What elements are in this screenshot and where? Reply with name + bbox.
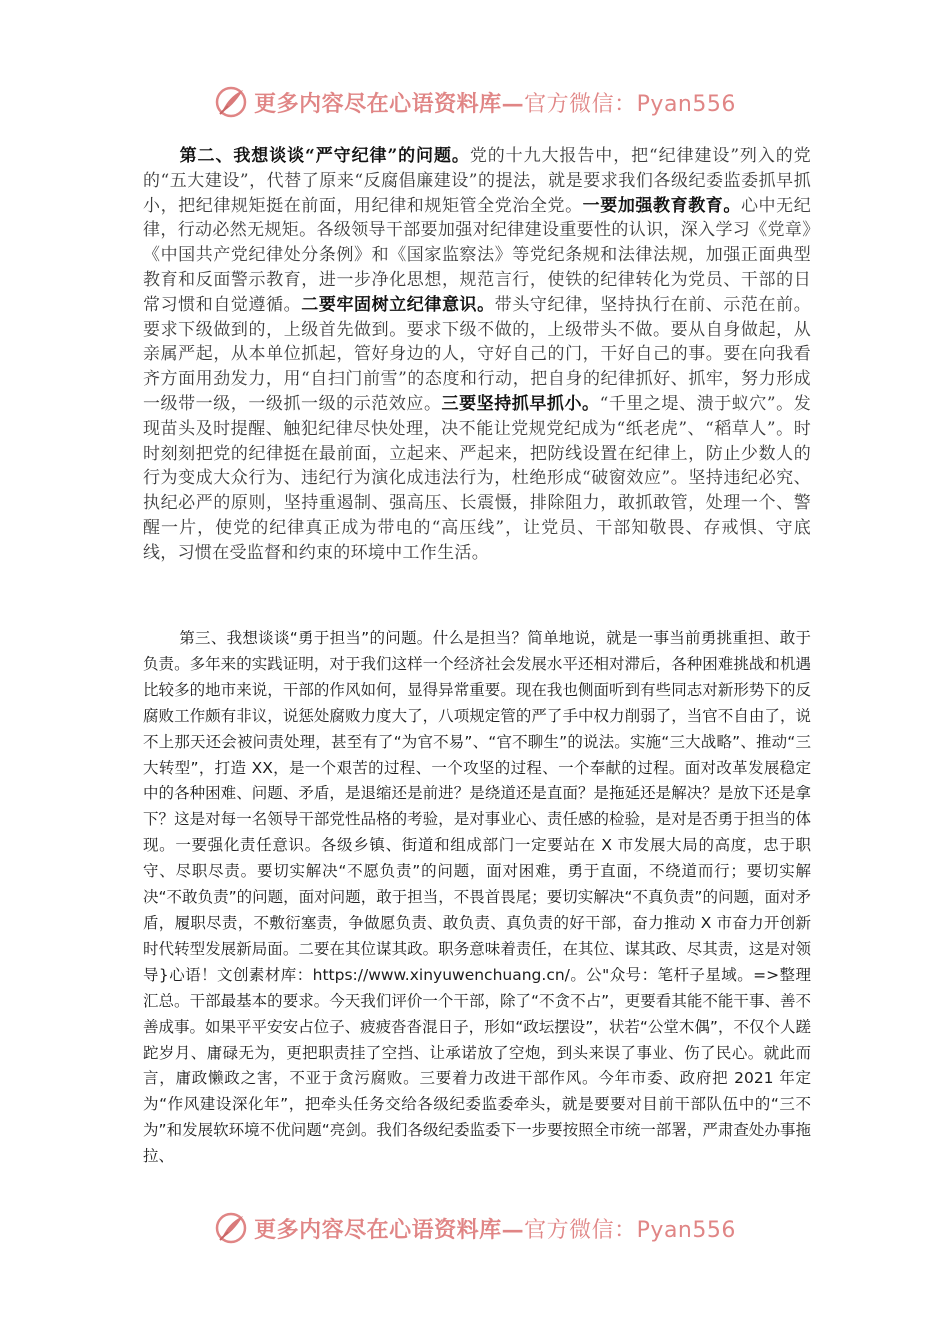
- body-text: 带头守纪律，坚持执行在前、示范在前。要求下级做到的，上级首先做到。要求下级不做的，上级带头不做。要从自身做起，从亲属严起，从本单位抓起，管好身边的人，守好自己的门，干好自己的事。要在向我看齐方面用劲发力，用“自扫门前雪”的态度和行动，把自身的纪律抓好、抓牢，努力形成一级带一级，一级抓一级的示范效应。: [143, 294, 811, 414]
- paragraph-take-responsibility: [143, 626, 811, 1170]
- point-heading: 一要加强教育教育。: [582, 195, 741, 216]
- point-heading: 三要坚持抓早抓小。: [441, 393, 600, 414]
- watermark-wechat-text: 官方微信：Pyan556: [524, 91, 736, 117]
- watermark-brand-text: 更多内容尽在心语资料库—: [254, 90, 525, 117]
- feather-pen-logo-icon: [214, 1211, 248, 1245]
- body-text: 党的十九大报告中，把“纪律建设”列入的党的“五大建设”，代替了原来“反腐倡廉建设”的提法，就是要求我们各级纪委监委抓早抓小，把纪律规矩挺在前面，用纪律和规矩管全党治全党。: [143, 146, 811, 216]
- section-heading: 第二、我想谈谈“严守纪律”的问题。: [179, 146, 470, 166]
- body-text: 心中无纪律，行动必然无规矩。各级领导干部要加强对纪律建设重要性的认识，深入学习《党章》《中国共产党纪律处分条例》和《国家监察法》等党纪条规和法律法规，加强正面典型教育和反面警示教育，进一步净化思想，规范言行，使铁的纪律转化为党员、干部的日常习惯和自觉遵循。: [143, 195, 812, 315]
- header-watermark: [0, 82, 950, 122]
- footer-watermark: [0, 1208, 950, 1248]
- paragraph-strict-discipline: [143, 144, 811, 566]
- watermark-wechat-text: 官方微信：Pyan556: [524, 1217, 736, 1243]
- feather-pen-logo-icon: [214, 85, 248, 119]
- point-heading: 二要牢固树立纪律意识。: [301, 294, 495, 315]
- body-text: 第三、我想谈谈“勇于担当”的问题。什么是担当？简单地说，就是一事当前勇挑重担、敢于负责。多年来的实践证明，对于我们这样一个经济社会发展水平还相对滞后，各种困难挑战和机遇比较多的地市来说，干部的作风如何，显得异常重要。现在我也侧面听到有些同志对新形势下的反腐败工作颇有非议，说惩处腐败力度大了，八项规定管的严了手中权力削弱了，当官不自由了，说不上那天还会被问责处理，甚至有了“为官不易”、“官不聊生”的说法。实施“三大战略”、推动“三大转型”，打造 XX，是一个艰苦的过程、一个攻坚的过程、一个奉献的过程。面对改革发展稳定中的各种困难、问题、矛盾，是退缩还是前进？是绕道还是直面？是拖延还是解决？是放下还是拿下？这是对每一名领导干部党性品格的考验，是对事业心、责任感的检验，是对是否勇于担当的体现。一要强化责任意识。各级乡镇、街道和组成部门一定要站在 X 市发展大局的高度，忠于职守、尽职尽责。要切实解决“不愿负责”的问题，面对困难，勇于直面，不绕道而行；要切实解决“不敢负责”的问题，面对问题，敢于担当，不畏首畏尾；要切实解决“不真负责”的问题，面对矛盾，履职尽责，不敷衍塞责，争做愿负责、敢负责、真负责的好干部，奋力推动 X 市奋力开创新时代转型发展新局面。二要在其位谋其政。职务意味着责任，在其位、谋其政、尽其责，这是对领导}心语！文创素材库：https://www.xinyuwenchuang.cn/。公"众号：笔杆子星域。=>整理汇总。干部最基本的要求。今天我们评价一个干部，除了“不贪不占”，更要看其能不能干事、善不善成事。如果平平安安占位子、疲疲沓沓混日子，形如“政坛摆设”，状若“公堂木偶”，不仅个人蹉跎岁月、庸碌无为，更把职责挂了空挡、让承诺放了空炮，到头来误了事业、伤了民心。就此而言，庸政懒政之害，不亚于贪污腐败。三要着力改进干部作风。今年市委、政府把 2021 年定为“作风建设深化年”，把牵头任务交给各级纪委监委牵头，就是要要对目前干部队伍中的“三不为”和发展软环境不优问题“亮剑。我们各级纪委监委下一步要按照全市统一部署，严肃查处办事拖拉、: [143, 629, 811, 1166]
- body-text: “千里之堤、溃于蚁穴”。发现苗头及时提醒、触犯纪律尽快处理，决不能让党规党纪成为“纸老虎”、“稻草人”。时时刻刻把党的纪律挺在最前面，立起来、严起来，把防线设置在纪律上，防止少数人的行为变成大众行为、违纪行为演化成违法行为，杜绝形成“破窗效应”。坚持违纪必究、执纪必严的原则，坚持重遏制、强高压、长震慑，排除阻力，敢抓敢管，处理一个、警醒一片，使党的纪律真正成为带电的“高压线”，让党员、干部知敬畏、存戒惧、守底线，习惯在受监督和约束的环境中工作生活。: [143, 393, 811, 563]
- watermark-brand-text: 更多内容尽在心语资料库—: [254, 1216, 525, 1243]
